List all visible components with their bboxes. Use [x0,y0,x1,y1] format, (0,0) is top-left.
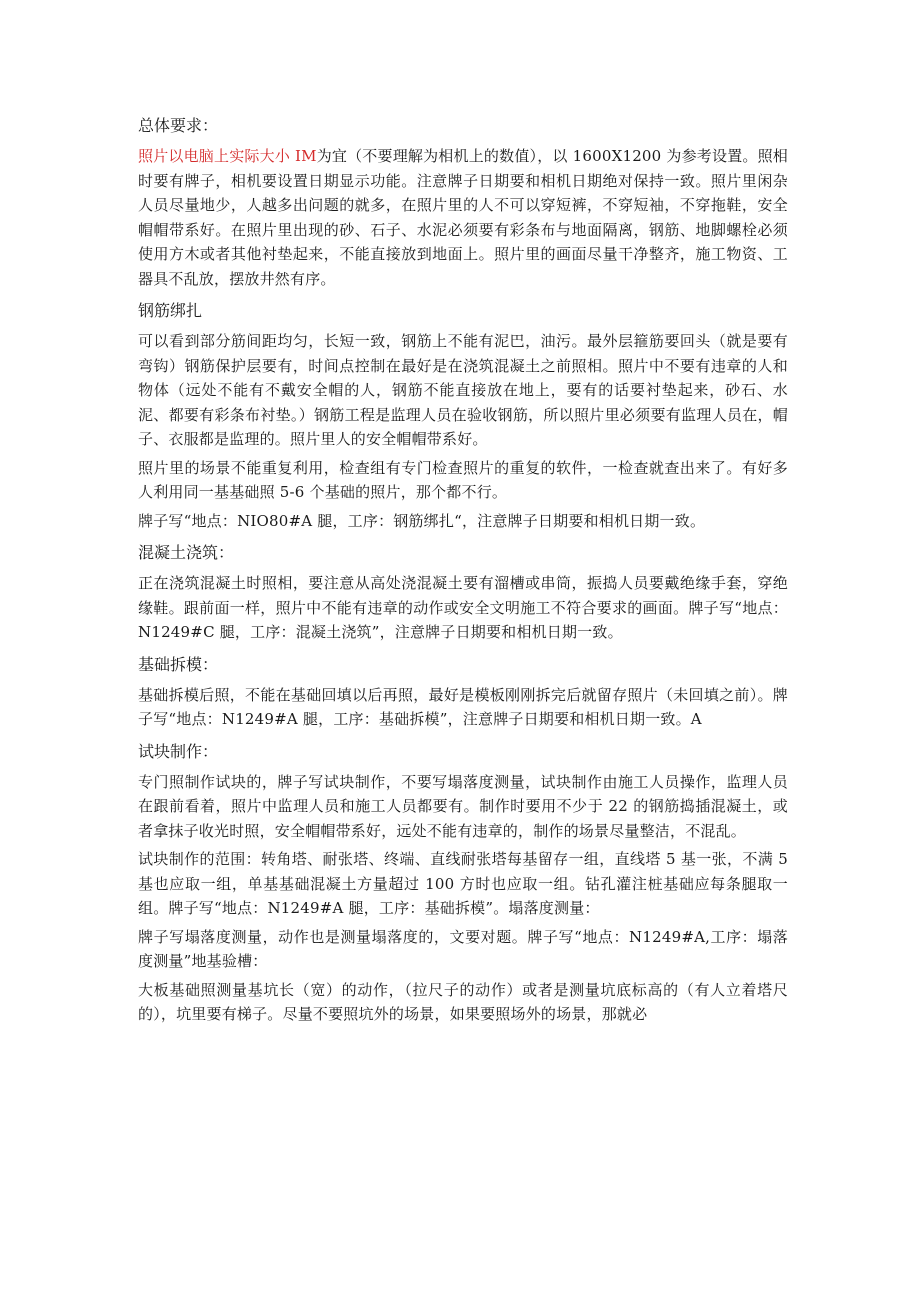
paragraph: 专门照制作试块的，牌子写试块制作，不要写塌落度测量，试块制作由施工人员操作，监理人员在跟前看着，照片中监理人员和施工人员都要有。制作时要用不少于 22 的钢筋捣插混凝土，或者拿抹子收光时照，安全帽帽带系好，远处不能有违章的，制作的场景尽量整洁，不混乱。 [138,772,788,840]
paragraph: 基础拆模后照，不能在基础回填以后再照，最好是模板刚刚拆完后就留存照片（未回填之前）。牌子写“地点：N1249#A 腿，工序：基础拆模”，注意牌子日期要和相机日期一致。A [138,685,788,728]
paragraph: 牌子写塌落度测量，动作也是测量塌落度的，文要对题。牌子写“地点：N1249#A,工序：塌落度测量”地基验槽： [138,927,788,970]
section-heading-test-block: 试块制作： [138,741,219,761]
section-heading-formwork: 基础拆模： [138,654,219,674]
paragraph: 试块制作的范围：转角塔、耐张塔、终端、直线耐张塔每基留存一组，直线塔 5 基一张，不满 5 基也应取一组，单基基础混凝土方量超过 100 方时也应取一组。钻孔灌注桩基础应每条腿取一组。牌子写“地点：N1249#A 腿，工序：基础拆模”。塌落度测量： [138,850,788,917]
paragraph-text: 为宜（不要理解为相机上的数值），以 1600X1200 为参考设置。照相时要有牌子，相机要设置日期显示功能。注意牌子日期要和相机日期绝对保持一致。照片里闲杂人员尽量地少，人越多出问题的就多，在照片里的人不可以穿短裤，不穿短袖，不穿拖鞋，安全帽帽带系好。在照片里出现的砂、石子、水泥必须要有彩条布与地面隔离，钢筋、地脚螺栓必须使用方木或者其他衬垫起来，不能直接放到地面上。照片里的画面尽量干净整齐，施工物资、工器具不乱放，摆放井然有序。 [138,147,789,288]
section-heading-rebar: 钢筋绑扎 [138,301,203,320]
paragraph-general [138,144,788,291]
paragraph: 可以看到部分筋间距均匀，长短一致，钢筋上不能有泥巴，油污。最外层箍筋要回头（就是要有弯钩）钢筋保护层要有，时间点控制在最好是在浇筑混凝土之前照相。照片中不要有违章的人和物体（远处不能有不戴安全帽的人，钢筋不能直接放在地上，要有的话要衬垫起来，砂石、水泥、都要有彩条布衬垫。）钢筋工程是监理人员在验收钢筋，所以照片里必须要有监理人员在，帽子、衣服都是监理的。照片里人的安全帽帽带系好。 [138,332,788,448]
paragraph: 照片里的场景不能重复利用，检查组有专门检查照片的重复的软件，一检查就查出来了。有好多人利用同一基基础照 5-6 个基础的照片，那个都不行。 [138,458,788,501]
paragraph: 正在浇筑混凝土时照相，要注意从高处浇混凝土要有溜槽或串筒，振捣人员要戴绝缘手套，穿绝缘鞋。跟前面一样，照片中不能有违章的动作或安全文明施工不符合要求的画面。牌子写“地点：N1249#C 腿，工序：混凝土浇筑”，注意牌子日期要和相机日期一致。 [138,574,788,641]
document-body [138,110,788,1031]
paragraph: 大板基础照测量基坑长（宽）的动作，（拉尺子的动作）或者是测量坑底标高的（有人立着塔尺的），坑里要有梯子。尽量不要照坑外的场景，如果要照场外的场景，那就必 [138,980,788,1023]
section-heading-general: 总体要求： [138,116,219,135]
highlighted-text: 照片以电脑上实际大小 IM [138,147,317,165]
section-heading-concrete: 混凝土浇筑： [138,543,235,562]
paragraph: 牌子写“地点：NIO80#A 腿，工序：钢筋绑扎“，注意牌子日期要和相机日期一致。 [138,511,706,530]
